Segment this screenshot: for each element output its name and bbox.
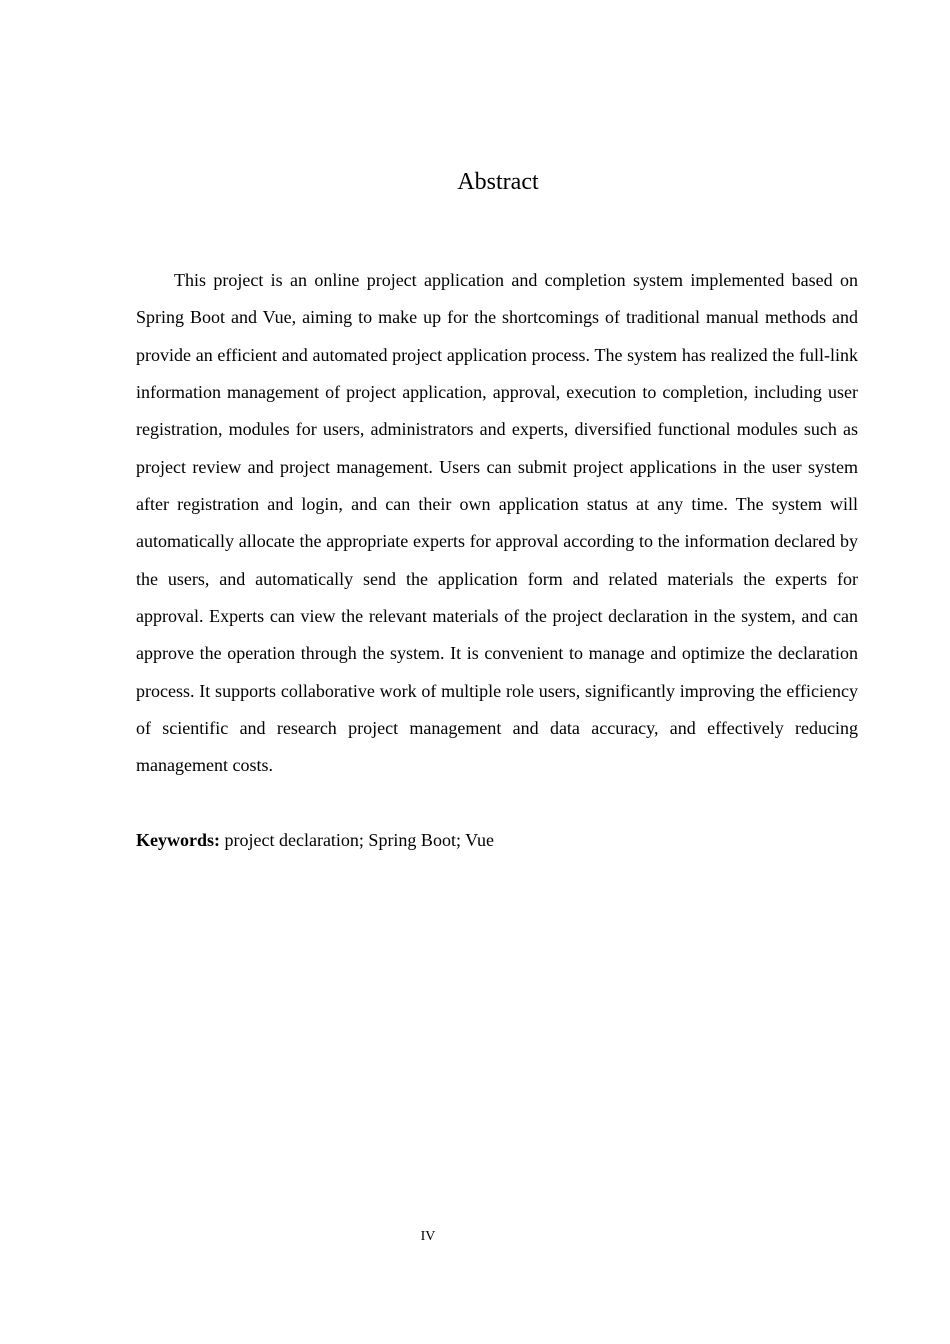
keywords-text: project declaration; Spring Boot; Vue [224, 830, 495, 850]
abstract-paragraph: This project is an online project application and completion system implemented based on Spring Boot and Vue, aiming to make up for the shortcomings of traditional manual methods and provide an efficient and automated project application process. The system has realized the full-link information management of project application, approval, execution to completion, including user registration, modules for users, administrators and experts, diversified functional modules such as project review and project management. Users can submit project applications in the user system after registration and login, and can their own application status at any time. The system will automatically allocate the appropriate experts for approval according to the information declared by the users, and automatically send the application form and related materials the experts for approval. Experts can view the relevant materials of the project declaration in the system, and can approve the operation through the system. It is convenient to manage and optimize the declaration process. It supports collaborative work of multiple role users, significantly improving the efficiency of scientific and research project management and data accuracy, and effectively reducing management costs. [136, 270, 858, 776]
page-number: IV [420, 1229, 436, 1244]
keywords-label: Keywords: [136, 830, 220, 850]
page-title: Abstract [457, 169, 539, 195]
keywords-line [136, 826, 858, 854]
